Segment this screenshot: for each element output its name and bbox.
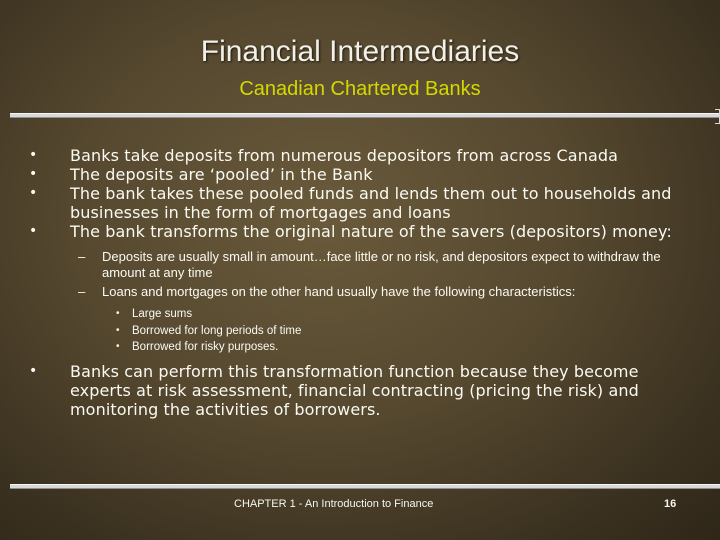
page-number: 16 <box>664 498 677 510</box>
top-divider <box>10 113 720 118</box>
top-divider-endcap <box>715 109 720 124</box>
bullet-text: The bank takes these pooled funds and lends them out to households and businesses in the form of mortgages and loans <box>70 184 672 222</box>
bullet-marker: • <box>116 308 120 319</box>
bullet-item <box>0 362 720 419</box>
sub-sub-bullet-text: Borrowed for risky purposes. <box>132 341 279 353</box>
bottom-divider <box>10 484 720 489</box>
slide-title: Financial Intermediaries <box>200 35 520 68</box>
bullet-marker: • <box>29 147 38 163</box>
bullet-text: The bank transforms the original nature of the savers (depositors) money: <box>70 222 672 241</box>
sub-sub-bullet-text: Large sums <box>132 308 193 320</box>
sub-sub-bullet-item <box>0 339 720 356</box>
bullet-marker: • <box>116 324 120 336</box>
dash-marker: – <box>78 249 86 264</box>
sub-sub-bullet-item <box>0 323 720 340</box>
bullet-marker: • <box>29 185 38 201</box>
bullet-marker: • <box>29 362 38 379</box>
bullet-item <box>0 146 720 165</box>
sub-bullet-item <box>0 284 720 300</box>
sub-bullet-text: Loans and mortgages on the other hand usually have the following characteristics: <box>102 284 576 299</box>
slide-body <box>0 146 720 419</box>
bullet-text: Banks take deposits from numerous depositors from across Canada <box>70 146 619 165</box>
bullet-marker: • <box>29 166 38 182</box>
bullet-marker: • <box>29 223 38 239</box>
bullet-text: The deposits are ‘pooled’ in the Bank <box>70 165 373 184</box>
sub-bullet-item <box>0 249 720 281</box>
footer-chapter: CHAPTER 1 - An Introduction to Finance <box>234 498 434 510</box>
bullet-marker: • <box>116 341 120 352</box>
bullet-item <box>0 165 720 184</box>
bullet-item <box>0 222 720 241</box>
sub-bullet-text: Deposits are usually small in amount…face little or no risk, and depositors expect to withdraw the amount at any time <box>102 249 661 280</box>
bullet-item <box>0 184 720 222</box>
sub-sub-bullet-item <box>0 306 720 323</box>
dash-marker: – <box>78 284 86 299</box>
bullet-text: Banks can perform this transformation function because they become experts at risk assessment, financial contracting (pricing the risk) and monitoring the activities of borrowers. <box>70 361 639 419</box>
sub-sub-bullet-text: Borrowed for long periods of time <box>132 324 302 337</box>
slide-subtitle: Canadian Chartered Banks <box>239 78 481 100</box>
